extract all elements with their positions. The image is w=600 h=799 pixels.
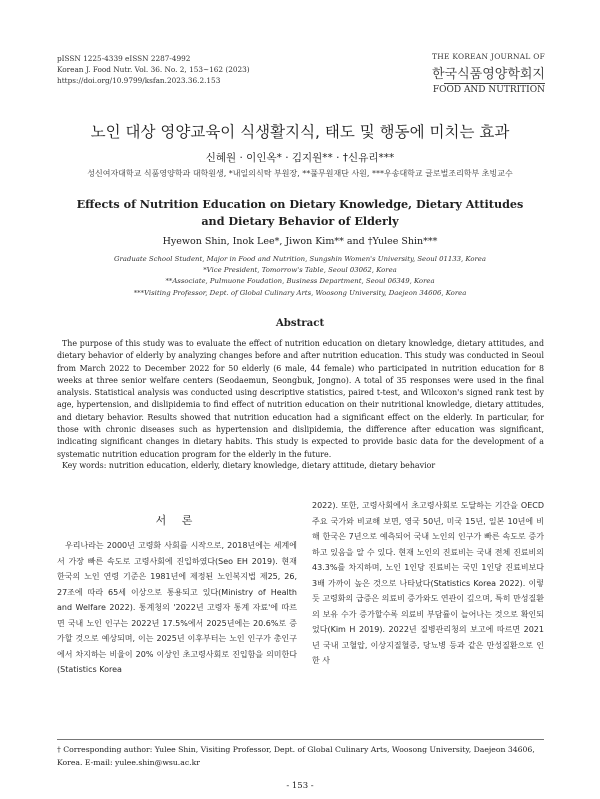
footnote-divider [57, 739, 544, 740]
journal-name-ko: 한국식품영양학회지 [431, 67, 545, 82]
authors-english: Hyewon Shin, Inok Lee*, Jiwon Kim** and †Yulee Shin*** [162, 236, 438, 247]
journal-meta [57, 53, 250, 86]
journal-rule [444, 83, 545, 84]
affiliation: ***Visiting Professor, Dept. of Global Culinary Arts, Woosong University, Daejeon 34606, Korea [133, 288, 467, 297]
citation: Korean J. Food Nutr. Vol. 36. No. 2, 153~162 (2023) [57, 65, 250, 74]
issn: pISSN 1225-4339 eISSN 2287-4992 [57, 54, 191, 63]
journal-name-en-top: THE KOREAN JOURNAL OF [432, 52, 545, 61]
affiliations-korean: 성신여자대학교 식품영양학과 대학원생, *내일의식탁 부원장, **풀무원재단 사원, ***우송대학교 글로벌조리학부 초빙교수 [87, 169, 513, 178]
affiliation: *Vice President, Tomorrow's Table, Seoul 03062, Korea [203, 266, 397, 275]
title-english-line-1: Effects of Nutrition Education on Dietary Knowledge, Dietary Attitudes [76, 197, 524, 211]
journal-logo [432, 52, 545, 95]
abstract-body: The purpose of this study was to evaluate the effect of nutrition education on dietary knowledge, dietary attitudes, and dietary behavior of elderly by analyzing changes before and after nutrition education. This study was conducted in Seoul from March 2022 to December 2022 for 50 elderly (6 male, 44 female) who participated in nutrition education for 8 weeks at three senior welfare centers (Seodaemun, Seongbuk, Jongno). A total of 35 responses were used in the final analysis. Statistical analysis was conducted using descriptive statistics, paired t-test, and Wilcoxon's signed rank test by age, hypertension, and dislipidemia to find effect of nutrition education on their nutritional knowledge, dietary attitudes, and dietary behavior. Results showed that nutrition education had a significant effect on the elderly. In particular, for those with chronic diseases such as hypertension and dislipidemia, the difference after education was significant, indicating significant changes in dietary habits. This study is expected to provide basic data for the development of a systematic nutrition education program for the elderly in the future. [57, 339, 544, 459]
title-english [0, 196, 600, 230]
affiliation: **Associate, Pulmuone Foudation, Business Department, Seoul 06349, Korea [165, 277, 435, 286]
section-heading-introduction: 서 론 [155, 514, 199, 527]
page-number: - 153 - [286, 781, 314, 791]
body-column-left: 우리나라는 2000년 고령화 사회를 시작으로, 2018년에는 세계에서 가장 빠른 속도로 고령사회에 진입하였다(Seo EH 2019). 현재 한국의 노인 연령 기준은 1981년에 제정된 노인복지법 제25, 26, 27조에 따라 65세 이상으로 통용되고 있다(Ministry of Health and Welfare 2022). 통계청의 '2022년 고령자 통계 자료'에 따르면 국내 노인 인구는 2022년 17.5%에서 2025년에는 20.6%로 증가할 것으로 예상되며, 이는 2025년 이후부터는 노인 인구가 총인구에서 차지하는 비율이 20% 이상인 초고령사회로 진입함을 의미한다(Statistics Korea [57, 541, 297, 674]
doi-link[interactable]: https://doi.org/10.9799/ksfan.2023.36.2.153 [57, 76, 221, 85]
keywords: Key words: nutrition education, elderly, dietary knowledge, dietary attitude, dietary behavior [62, 461, 436, 470]
authors-korean: 신혜원 · 이인옥* · 김지원** · †신유리*** [205, 152, 395, 164]
affiliation: Graduate School Student, Major in Food and Nutrition, Sungshin Women's University, Seoul 01133, Korea [114, 255, 486, 263]
journal-name-en-bottom: FOOD AND NUTRITION [432, 85, 545, 95]
body-column-right: 2022). 또한, 고령사회에서 초고령사회로 도달하는 기간을 OECD 주요 국가와 비교해 보면, 영국 50년, 미국 15년, 일본 10년에 비해 한국은 7년으로 예측되어 국내 노인의 인구가 빠른 속도로 증가하고 있음을 알 수 있다. 현재 노인의 진료비는 국내 전체 진료비의 43.3%를 차지하며, 노인 1인당 진료비는 국민 1인당 진료비보다 3배 가까이 높은 것으로 나타났다(Statistics Korea 2022). 이렇듯 고령화의 급증은 의료비 증가와도 연관이 깊으며, 특히 만성질환의 보유 수가 증가할수록 의료비 부담률이 늘어나는 것으로 확인되었다(Kim H 2019). 2022년 질병관리청의 보고에 따르면 2021년 국내 고혈압, 이상지질혈증, 당뇨병 등과 같은 만성질환으로 인한 사 [312, 501, 544, 665]
title-english-line-2: and Dietary Behavior of Elderly [201, 214, 399, 228]
abstract-heading: Abstract [275, 317, 325, 329]
title-korean: 노인 대상 영양교육이 식생활지식, 태도 및 행동에 미치는 효과 [90, 123, 510, 141]
affiliations-english [0, 254, 600, 299]
corresponding-author-footnote: † Corresponding author: Yulee Shin, Visiting Professor, Dept. of Global Culinary Arts, Woosong University, Daejeon 34606, Korea. E-mail: yulee.shin@wsu.ac.kr [57, 745, 535, 767]
